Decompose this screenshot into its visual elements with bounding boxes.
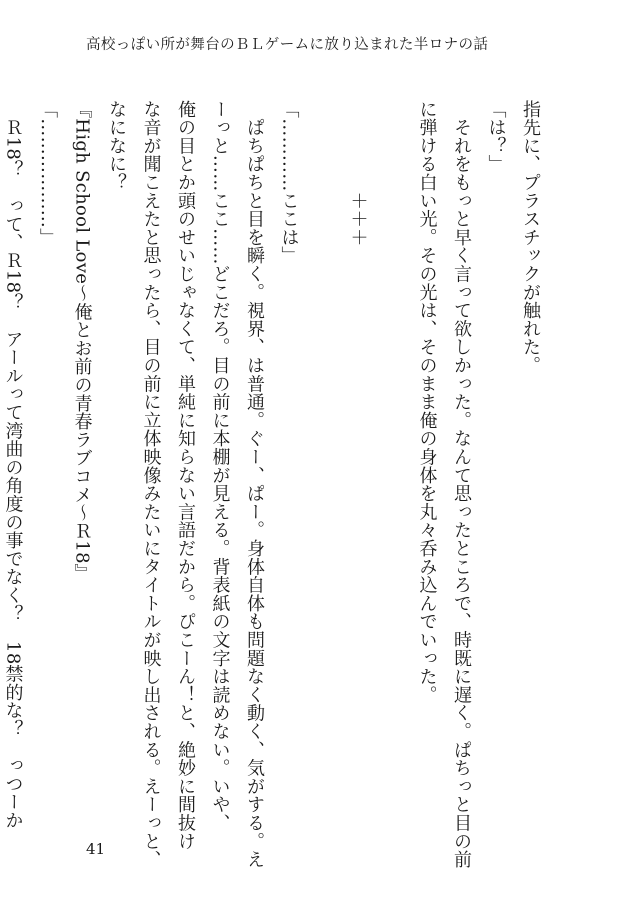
text-line: ぱちぱちと目を瞬く。視界、は普通。ぐー、ぱー。身体自体も問題なく動く、気がする。え [244, 100, 265, 869]
text-line: 「は？」 [485, 100, 507, 174]
text-line: 俺の目とか頭のせいじゃなくて、単純に知らない言語だから。ぴこーん！と、絶妙に間抜け [175, 100, 196, 851]
text-line: な音が聞こえたと思ったら、目の前に立体映像みたいにタイトルが映し出される。えーっと、 [140, 100, 162, 869]
text-line: 『High School Love～俺とお前の青春ラブコメ～Ｒ18』 [71, 100, 93, 583]
running-header: 高校っぽい所が舞台のＢＬゲームに放り込まれた半ロナの話 [86, 37, 489, 53]
text-line: に弾ける白い光。その光は、そのまま俺の身体を丸々呑み込んでいった。 [416, 100, 438, 704]
text-line: ーっと……ここ……どこだろ。目の前に本棚が見える。背表紙の文字は読めない。いや、 [209, 100, 231, 832]
blank-line [375, 100, 410, 840]
text-line: 指先に、プラスチックが触れた。 [520, 100, 541, 375]
text-line: 「…………ここは」 [278, 100, 300, 265]
text-line: なになに？ [106, 100, 127, 192]
text-line: 「………………」 [37, 100, 58, 247]
blank-line [306, 100, 341, 840]
scene-break: ＋＋＋ [347, 100, 369, 247]
text-line: それをもっと早く言って欲しかった。なんて思ったところで、時既に遅く。ぱちっと目の前 [451, 100, 472, 869]
text-line: Ｒ18？ って、Ｒ18？ アールって湾曲の角度の事でなく？ 18禁的な？ っつーか [2, 100, 24, 830]
page-number: 41 [86, 840, 106, 858]
